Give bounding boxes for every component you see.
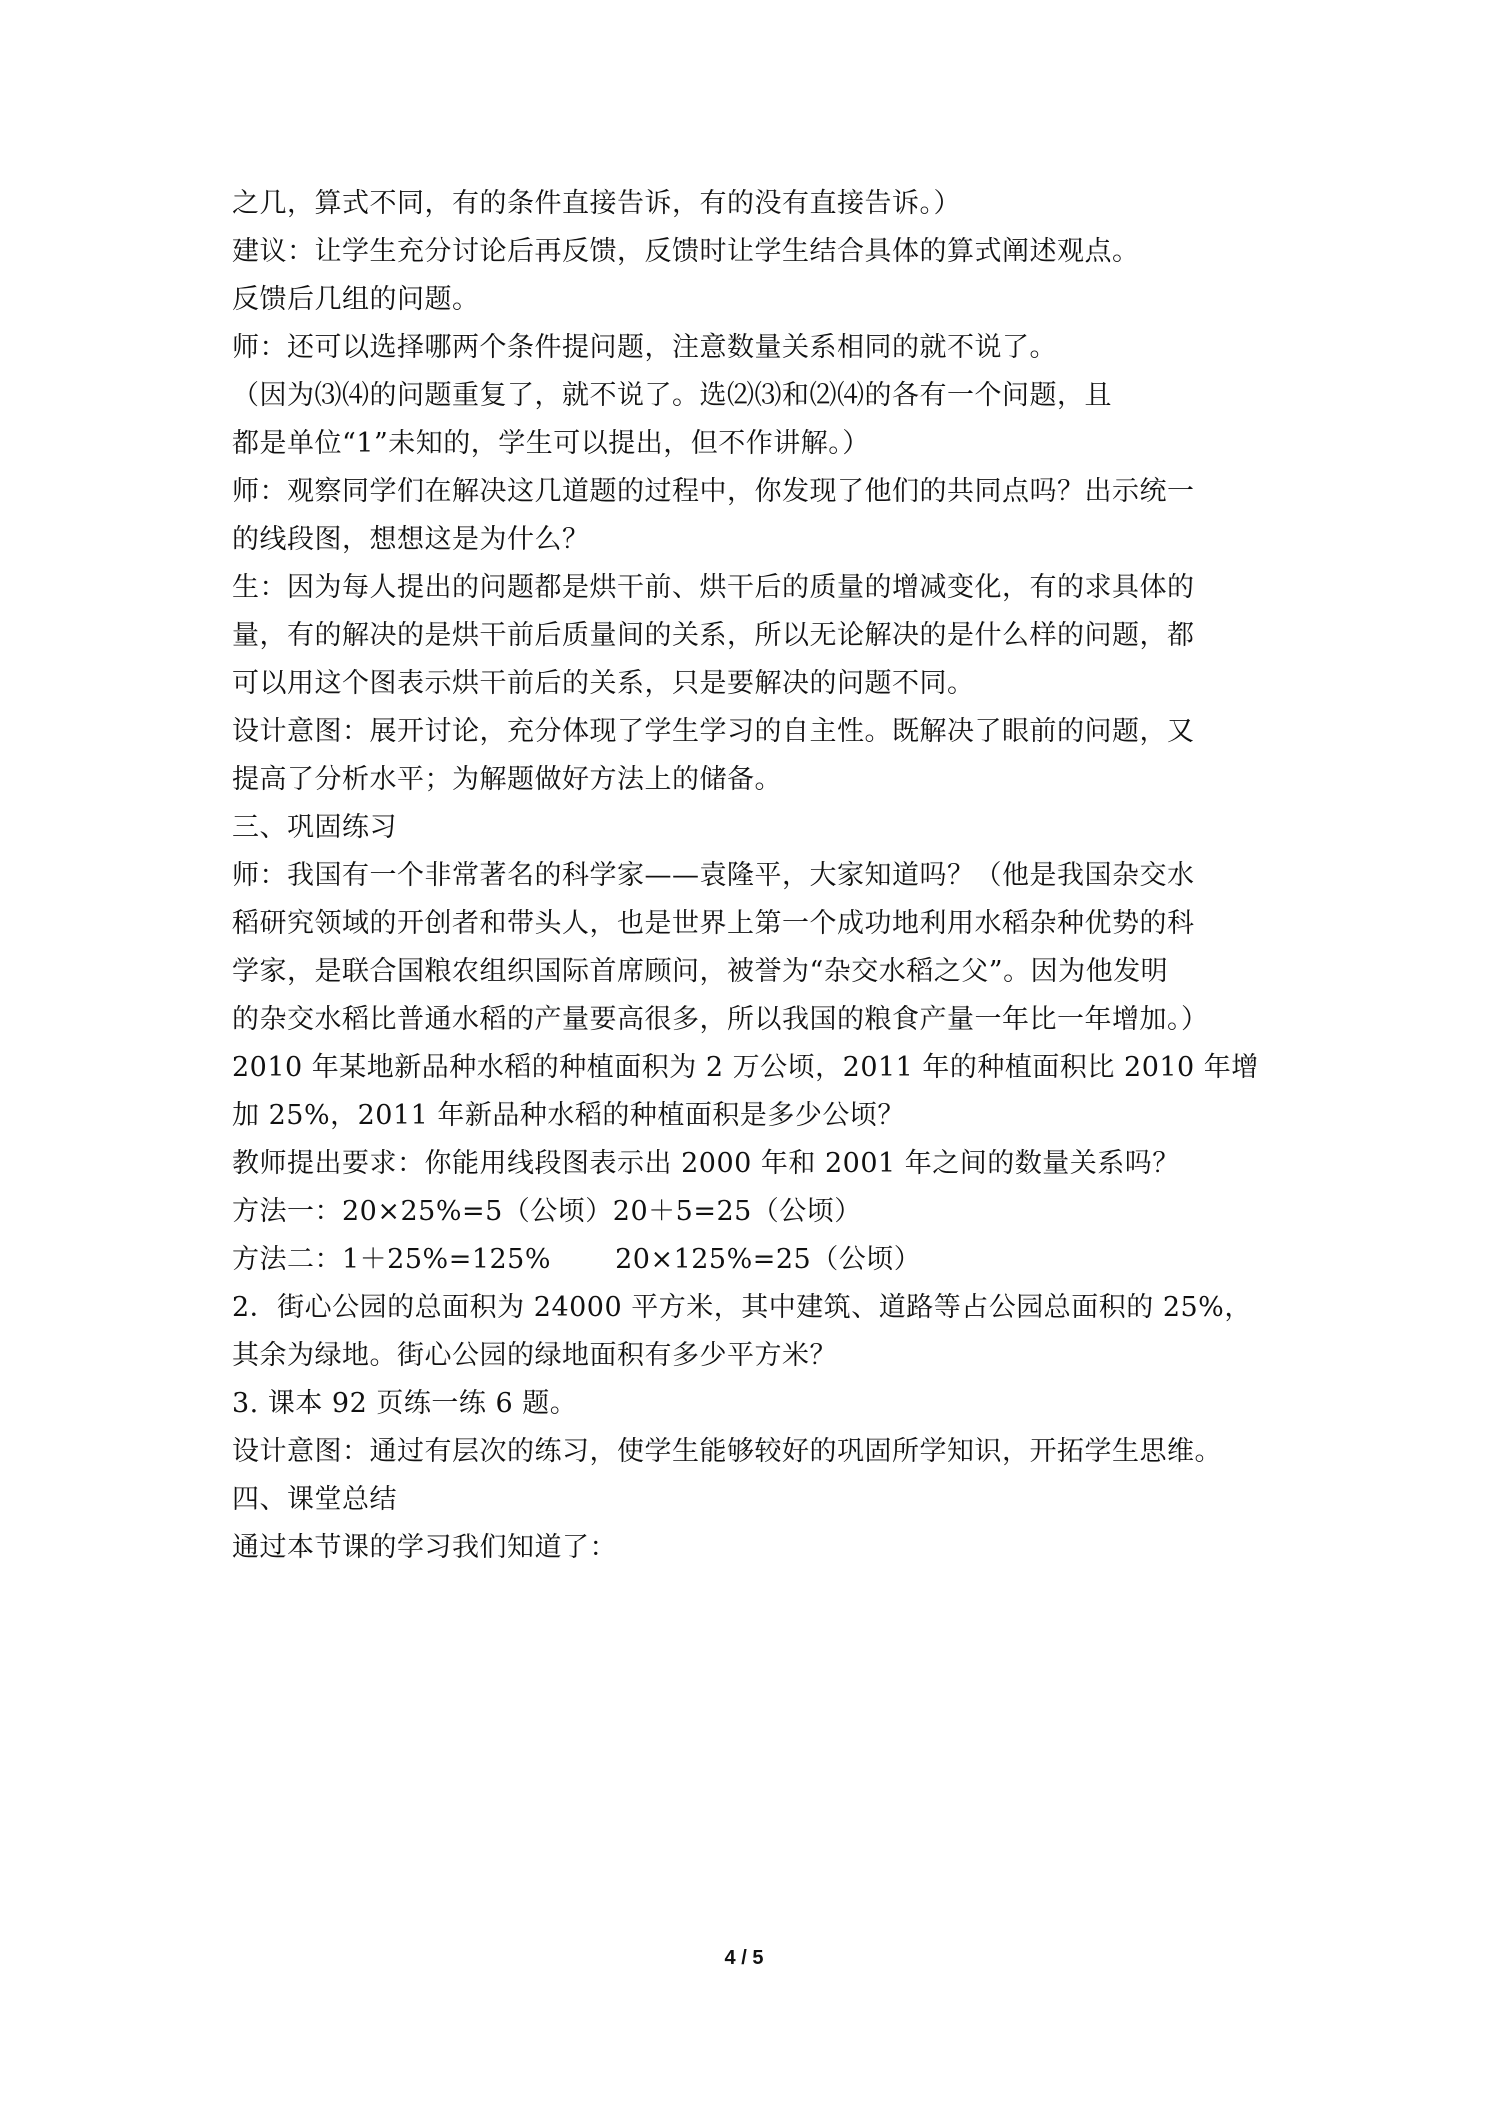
text-line: 之几，算式不同，有的条件直接告诉，有的没有直接告诉。） xyxy=(232,188,961,219)
text-line: 3. 课本 92 页练一练 6 题。 xyxy=(232,1388,578,1419)
text-line: 2010 年某地新品种水稻的种植面积为 2 万公顷，2011 年的种植面积比 2010 年增 xyxy=(232,1052,1259,1083)
document-body xyxy=(232,180,1272,1572)
text-line: 的线段图，想想这是为什么？ xyxy=(232,524,590,555)
text-line: 师：观察同学们在解决这几道题的过程中，你发现了他们的共同点吗？出示统一 xyxy=(232,476,1195,507)
text-line: 学家，是联合国粮农组织国际首席顾问，被誉为“杂交水稻之父”。因为他发明 xyxy=(232,956,1169,987)
text-line: 其余为绿地。街心公园的绿地面积有多少平方米？ xyxy=(232,1340,837,1371)
text-line: 加 25%，2011 年新品种水稻的种植面积是多少公顷？ xyxy=(232,1100,905,1131)
text-line: 设计意图：展开讨论，充分体现了学生学习的自主性。既解决了眼前的问题，又 xyxy=(232,716,1195,747)
text-line: 反馈后几组的问题。 xyxy=(232,284,480,315)
text-line: 方法二：1＋25%=125% 20×125%=25（公顷） xyxy=(232,1244,922,1275)
text-line: 师：我国有一个非常著名的科学家——袁隆平，大家知道吗？（他是我国杂交水 xyxy=(232,860,1195,891)
text-line: 设计意图：通过有层次的练习，使学生能够较好的巩固所学知识，开拓学生思维。 xyxy=(232,1436,1222,1467)
text-line: 稻研究领域的开创者和带头人，也是世界上第一个成功地利用水稻杂种优势的科 xyxy=(232,908,1195,939)
section-heading: 三、巩固练习 xyxy=(232,812,397,843)
text-line: 量，有的解决的是烘干前后质量间的关系，所以无论解决的是什么样的问题，都 xyxy=(232,620,1195,651)
text-line: 的杂交水稻比普通水稻的产量要高很多，所以我国的粮食产量一年比一年增加。） xyxy=(232,1004,1209,1035)
text-line: （因为⑶⑷的问题重复了，就不说了。选⑵⑶和⑵⑷的各有一个问题，且 xyxy=(232,380,1112,411)
page-number: 4 / 5 xyxy=(724,1947,764,1969)
text-line: 2．街心公园的总面积为 24000 平方米，其中建筑、道路等占公园总面积的 25%， xyxy=(232,1292,1252,1323)
text-line: 可以用这个图表示烘干前后的关系，只是要解决的问题不同。 xyxy=(232,668,975,699)
text-line: 都是单位“1”未知的，学生可以提出，但不作讲解。） xyxy=(232,428,870,459)
section-heading: 四、课堂总结 xyxy=(232,1484,397,1515)
text-line: 方法一：20×25%=5（公顷）20＋5=25（公顷） xyxy=(232,1196,862,1227)
text-line: 通过本节课的学习我们知道了： xyxy=(232,1532,617,1563)
text-line: 师：还可以选择哪两个条件提问题，注意数量关系相同的就不说了。 xyxy=(232,332,1057,363)
text-line: 提高了分析水平；为解题做好方法上的储备。 xyxy=(232,764,782,795)
text-line: 生：因为每人提出的问题都是烘干前、烘干后的质量的增减变化，有的求具体的 xyxy=(232,572,1195,603)
text-line: 教师提出要求：你能用线段图表示出 2000 年和 2001 年之间的数量关系吗？ xyxy=(232,1148,1180,1179)
text-line: 建议：让学生充分讨论后再反馈，反馈时让学生结合具体的算式阐述观点。 xyxy=(232,236,1140,267)
